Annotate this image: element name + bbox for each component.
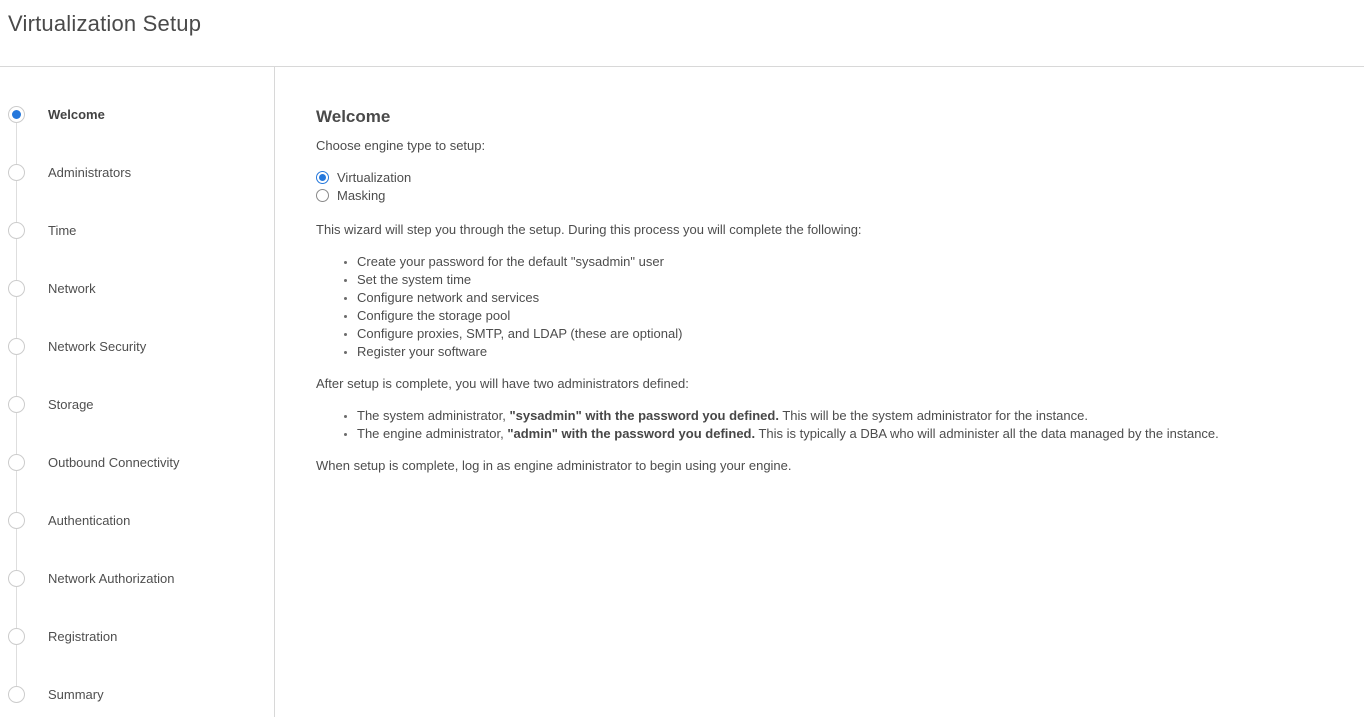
step-radio-icon: [8, 454, 25, 471]
engine-option-label[interactable]: Masking: [337, 187, 386, 203]
page-header: [0, 0, 1364, 67]
setup-step-item: Configure proxies, SMTP, and LDAP (these are optional): [357, 325, 1334, 343]
setup-step-item: Create your password for the default "sysadmin" user: [357, 253, 1334, 271]
step-radio-icon: [8, 164, 25, 181]
admin-item-bold: "admin" with the password you defined.: [507, 426, 756, 441]
sidebar-item-time[interactable]: [8, 220, 274, 240]
sidebar-item-registration[interactable]: [8, 626, 274, 646]
after-setup-text: After setup is complete, you will have two administrators defined:: [316, 376, 689, 391]
closing-text: When setup is complete, log in as engine administrator to begin using your engine.: [316, 458, 792, 473]
sidebar-item-administrators[interactable]: [8, 162, 274, 182]
wizard-sidebar: [0, 67, 275, 717]
sidebar-item-storage[interactable]: [8, 394, 274, 414]
radio-selected-icon[interactable]: [316, 171, 329, 184]
page-title: Virtualization Setup: [8, 11, 202, 36]
step-radio-icon: [8, 570, 25, 587]
engine-option-label[interactable]: Virtualization: [337, 169, 412, 185]
engine-option-virtualization[interactable]: [316, 168, 1334, 186]
sidebar-item-network[interactable]: [8, 278, 274, 298]
sidebar-item-label: Administrators: [48, 164, 132, 180]
admin-item-suffix: This will be the system administrator for the instance.: [778, 408, 1088, 423]
admin-item-bold: "sysadmin" with the password you defined.: [509, 408, 779, 423]
admin-item: [357, 407, 1334, 425]
sidebar-item-welcome[interactable]: [8, 104, 274, 124]
setup-step-item: Configure the storage pool: [357, 307, 1334, 325]
sidebar-item-outbound-connectivity[interactable]: [8, 452, 274, 472]
sidebar-item-label: Network Security: [48, 338, 147, 354]
step-radio-icon: [8, 222, 25, 239]
sidebar-item-network-authorization[interactable]: [8, 568, 274, 588]
admin-item-suffix: This is typically a DBA who will administer all the data managed by the instance.: [755, 426, 1219, 441]
engine-type-radio-group: [316, 168, 1334, 204]
sidebar-item-label: Storage: [48, 396, 94, 412]
admin-item-prefix: The engine administrator,: [357, 426, 508, 441]
sidebar-item-summary[interactable]: [8, 684, 274, 704]
setup-steps-list: [316, 253, 1334, 361]
step-radio-icon: [8, 338, 25, 355]
admin-item: [357, 425, 1334, 443]
main-content: [276, 67, 1364, 717]
engine-type-prompt: Choose engine type to setup:: [316, 138, 486, 153]
sidebar-item-label: Network Authorization: [48, 570, 175, 586]
wizard-intro-text: This wizard will step you through the setup. During this process you will complete the following:: [316, 222, 862, 237]
step-active-radio-icon: [8, 106, 25, 123]
sidebar-item-label: Welcome: [48, 106, 105, 122]
step-radio-icon: [8, 280, 25, 297]
setup-step-item: Set the system time: [357, 271, 1334, 289]
radio-unselected-icon[interactable]: [316, 189, 329, 202]
sidebar-item-label: Time: [48, 222, 77, 238]
step-radio-icon: [8, 686, 25, 703]
sidebar-item-authentication[interactable]: [8, 510, 274, 530]
sidebar-item-label: Registration: [48, 628, 118, 644]
setup-step-item: Register your software: [357, 343, 1334, 361]
sidebar-item-network-security[interactable]: [8, 336, 274, 356]
sidebar-item-label: Outbound Connectivity: [48, 454, 180, 470]
setup-step-item: Configure network and services: [357, 289, 1334, 307]
engine-option-masking[interactable]: [316, 186, 1334, 204]
sidebar-item-label: Summary: [48, 686, 104, 702]
step-radio-icon: [8, 396, 25, 413]
step-radio-icon: [8, 512, 25, 529]
admin-item-prefix: The system administrator,: [357, 408, 510, 423]
sidebar-item-label: Authentication: [48, 512, 131, 528]
section-heading: Welcome: [316, 107, 391, 126]
administrators-list: [316, 407, 1334, 443]
step-radio-icon: [8, 628, 25, 645]
sidebar-item-label: Network: [48, 280, 96, 296]
wizard-steps-list: [0, 67, 274, 704]
